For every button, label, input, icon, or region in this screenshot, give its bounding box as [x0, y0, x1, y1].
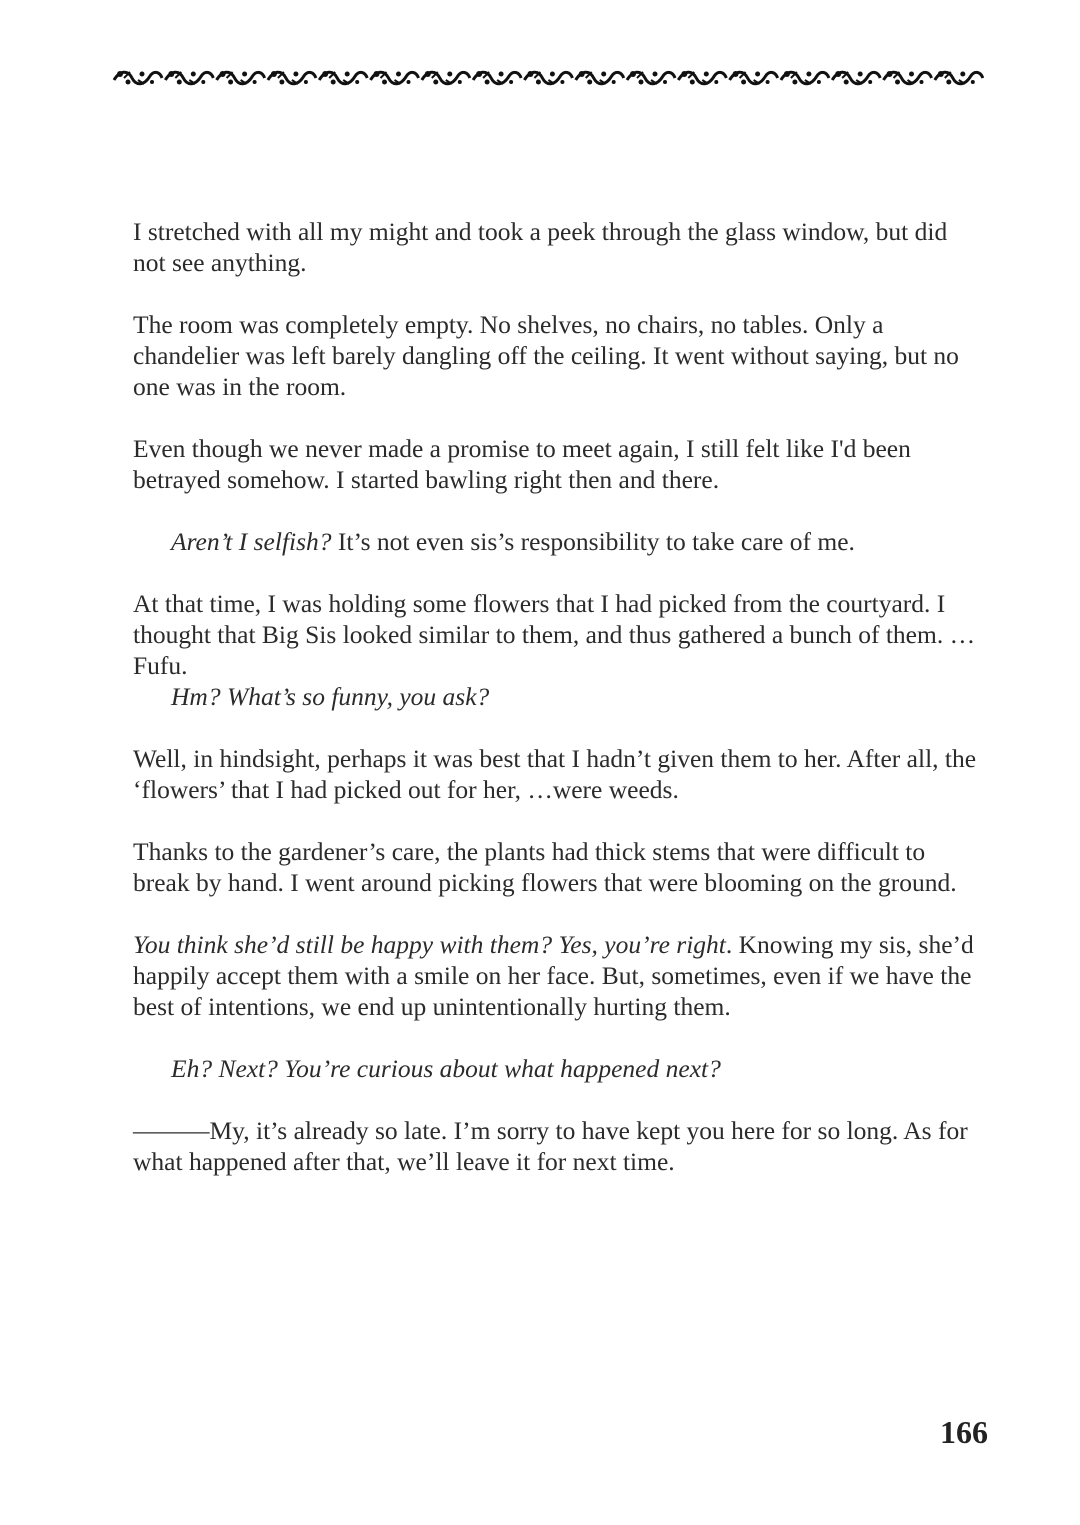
- page-number: 166: [940, 1414, 988, 1450]
- paragraph: [133, 1115, 978, 1177]
- paragraph: [133, 433, 978, 495]
- paragraph: [133, 929, 978, 1022]
- paragraph: [133, 309, 978, 402]
- paragraph: [133, 1053, 978, 1084]
- text-segment: It’s not even sis’s responsibility to take care of me.: [331, 527, 855, 556]
- paragraph: [133, 836, 978, 898]
- paragraph: [133, 588, 978, 681]
- text-segment: Even though we never made a promise to meet again, I still felt like I'd been betrayed somehow. I started bawling right then and there.: [133, 434, 911, 494]
- italic-text: Hm? What’s so funny, you ask?: [171, 682, 490, 711]
- story-text: [133, 216, 978, 1208]
- text-segment: . Knowing my sis, she’d happily accept them with a smile on her face. But, sometimes, even if we have the best of intentions, we end up unintentionally hurting them.: [133, 930, 974, 1021]
- italic-text: Eh? Next? You’re curious about what happened next?: [171, 1054, 721, 1083]
- paragraph: [133, 743, 978, 805]
- italic-text: You think she’d still be happy with them? Yes, you’re right: [133, 930, 726, 959]
- text-segment: At that time, I was holding some flowers that I had picked from the courtyard. I thought that Big Sis looked similar to them, and thus gathered a bunch of them. …Fufu.: [133, 589, 976, 680]
- paragraph: [133, 216, 978, 278]
- paragraph: [133, 681, 978, 712]
- text-segment: Well, in hindsight, perhaps it was best that I hadn’t given them to her. After all, the ‘flowers’ that I had picked out for her, …were weeds.: [133, 744, 977, 804]
- italic-text: Aren’t I selfish?: [171, 527, 332, 556]
- text-segment: Thanks to the gardener’s care, the plants had thick stems that were difficult to break by hand. I went around picking flowers that were blooming on the ground.: [133, 837, 957, 897]
- text-segment: ———My, it’s already so late. I’m sorry to have kept you here for so long. As for what happened after that, we’ll leave it for next time.: [133, 1116, 968, 1176]
- text-segment: The room was completely empty. No shelves, no chairs, no tables. Only a chandelier was left barely dangling off the ceiling. It went without saying, but no one was in the room.: [133, 310, 959, 401]
- decorative-ornament-border: [112, 66, 984, 90]
- text-segment: I stretched with all my might and took a peek through the glass window, but did not see anything.: [133, 217, 948, 277]
- paragraph: [133, 526, 978, 557]
